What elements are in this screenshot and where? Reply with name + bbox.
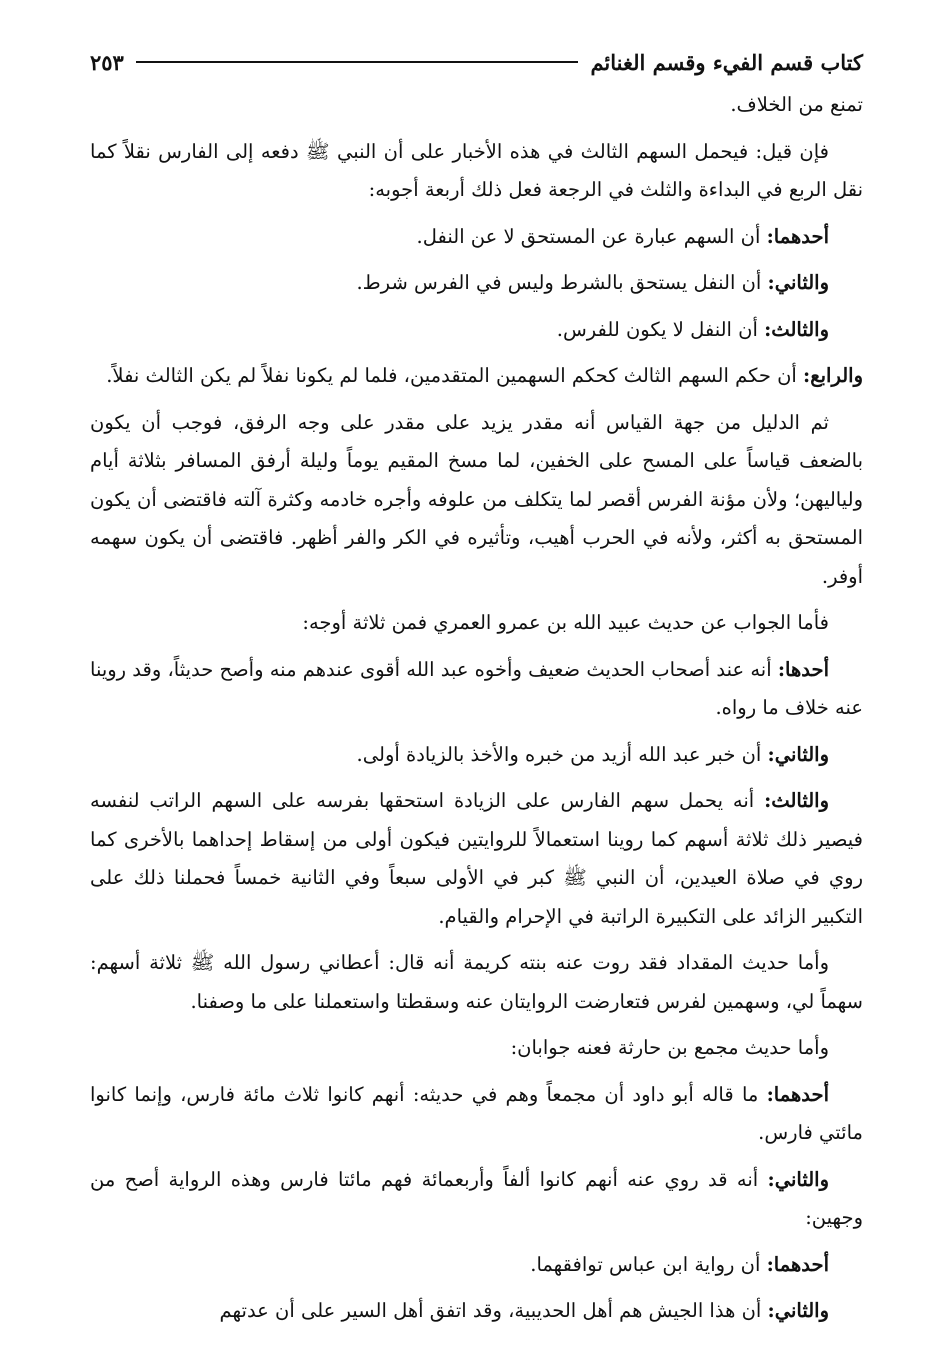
paragraph-lead: والرابع: xyxy=(803,364,863,387)
paragraph xyxy=(90,1161,863,1238)
paragraph xyxy=(90,218,863,257)
paragraph-text: ما قاله أبو داود أن مجمعاً وهم في حديثه: أنهم كانوا ثلاث مائة فارس، وإنما كانوا مائتي فارس. xyxy=(90,1082,863,1144)
paragraph-text: أن النفل لا يكون للفرس. xyxy=(556,317,765,341)
paragraph xyxy=(90,133,863,210)
page-header xyxy=(90,40,863,84)
paragraph-lead: والثاني: xyxy=(767,742,829,766)
paragraph xyxy=(90,651,863,728)
paragraph-text: أنه قد روي عنه أنهم كانوا ألفاً وأربعمائة فهم مائتا فارس وهذه الرواية أصح من وجهين: xyxy=(90,1167,863,1229)
paragraph-lead: أحدها: xyxy=(777,657,829,681)
paragraph-text: وأما حديث مجمع بن حارثة فعنه جوابان: xyxy=(510,1036,829,1059)
header-rule xyxy=(136,61,579,63)
paragraph-text: أنه عند أصحاب الحديث ضعيف وأخوه عبد الله أقوى عندهم منه وأصح حديثاً، وقد روينا عنه خلاف ما رواه. xyxy=(90,657,863,719)
paragraph-lead: أحدهما: xyxy=(766,1082,829,1106)
paragraph-text: أن هذا الجيش هم أهل الحديبية، وقد اتفق أهل السير على أن عدتهم xyxy=(219,1299,768,1322)
paragraph-lead: والثالث: xyxy=(764,789,829,812)
paragraph-text: أن النفل يستحق بالشرط وليس في الفرس شرط. xyxy=(356,271,768,294)
paragraph xyxy=(90,1029,863,1068)
paragraph xyxy=(90,264,863,303)
paragraph-text: فأما الجواب عن حديث عبيد الله بن عمرو العمري فمن ثلاثة أوجه: xyxy=(302,611,829,634)
page-body xyxy=(90,86,863,1331)
paragraph-text: فإن قيل: فيحمل السهم الثالث في هذه الأخبار على أن النبي ﷺ دفعه إلى الفارس نقلاً كما نقل الربع في البداءة والثلث في الرجعة فعل ذلك أربعة أجوبه: xyxy=(90,139,863,201)
running-title: كتاب قسم الفيء وقسم الغنائم xyxy=(590,49,863,75)
paragraph xyxy=(90,736,863,775)
paragraph-text: أنه يحمل سهم الفارس على الزيادة استحقها بفرسه على السهم الراتب لنفسه فيصير ذلك ثلاثة أسهم كما روينا استعمالاً للروايتين فيكون أولى من إسقاط إحداهما بالأخرى كما روي في صلاة العيدين، أن النبي ﷺ كبر في الأولى سبعاً وفي الثانية خمساً فحملنا ذلك على التكبير الزائد على التكبيرة الراتبة في الإحرام والقيام. xyxy=(90,789,863,928)
paragraph-text: وأما حديث المقداد فقد روت عنه بنته كريمة أنه قال: أعطاني رسول الله ﷺ ثلاثة أسهم: سهماً لي، وسهمين لفرس فتعارضت الروايتان عنه وسقطتا واستعملنا على ما وصفنا. xyxy=(90,951,863,1013)
paragraph-lead: أحدهما: xyxy=(766,224,829,248)
paragraph xyxy=(90,944,863,1021)
paragraph xyxy=(90,311,863,350)
paragraph-lead: والثاني: xyxy=(767,1299,829,1322)
paragraph-text: تمنع من الخلاف. xyxy=(730,93,863,116)
paragraph xyxy=(90,357,863,396)
paragraph xyxy=(90,86,863,125)
paragraph xyxy=(90,782,863,936)
paragraph-lead: والثاني: xyxy=(767,1167,829,1191)
paragraph xyxy=(90,1292,863,1331)
paragraph-lead: والثاني: xyxy=(767,271,829,294)
page-number: ٢٥٣ xyxy=(90,49,124,75)
paragraph-text: أن خبر عبد الله أزيد من خبره والأخذ بالزيادة أولى. xyxy=(356,742,768,766)
paragraph-text: أن حكم السهم الثالث كحكم السهمين المتقدمين، فلما لم يكونا نفلاً لم يكن الثالث نفلاً. xyxy=(106,364,804,387)
paragraph-text: ثم الدليل من جهة القياس أنه مقدر يزيد على مقدر على وجه الرفق، فوجب أن يكون بالضعف قياساً على المسح على الخفين، لما مسخ المقيم يوماً وليلة أرفق المسافر بثلاثة أيام ولياليهن؛ ولأن مؤنة الفرس أقصر لما يتكلف من علوفه وأجره خادمه وكثرة آلته فاقتضى أن يكون المستحق به أكثر، ولأنه في الحرب أهيب، وتأثيره في الكر والفر أظهر. فاقتضى أن يكون سهمه أوفر. xyxy=(90,410,863,588)
paragraph xyxy=(90,604,863,643)
paragraph-lead: والثالث: xyxy=(764,317,829,341)
paragraph-lead: أحدهما: xyxy=(766,1252,829,1276)
paragraph xyxy=(90,404,863,597)
paragraph-text: أن السهم عبارة عن المستحق لا عن النفل. xyxy=(416,224,767,248)
paragraph-text: أن رواية ابن عباس توافقهما. xyxy=(530,1252,767,1276)
paragraph xyxy=(90,1076,863,1153)
paragraph xyxy=(90,1246,863,1285)
